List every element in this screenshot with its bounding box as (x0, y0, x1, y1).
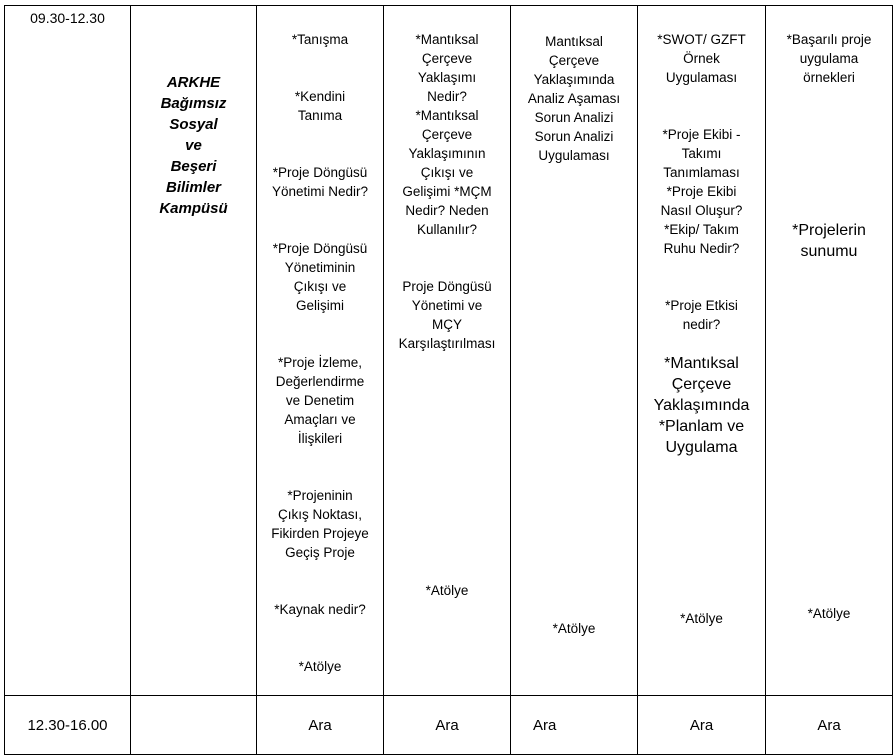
break-label: Ara (689, 716, 714, 734)
day4-block: *Mantıksal Çerçeve Yaklaşımında *Planlam ve Uygulama (653, 355, 750, 456)
day5-block: *Projelerin sunumu (792, 222, 866, 260)
day4-block: *Proje Etkisi nedir? (665, 298, 738, 332)
break-cell (511, 696, 638, 755)
day5-block: *Başarılı proje uygulama örnekleri (786, 32, 872, 85)
day2-block: Proje Döngüsü Yönetimi ve MÇY Karşılaştırılması (398, 279, 496, 351)
day5-cell (766, 6, 893, 696)
day1-item: *Proje Döngüsü Yönetimi Nedir? (271, 165, 369, 199)
day4-block: *SWOT/ GZFT Örnek Uygulaması (657, 32, 746, 85)
day4-atolye: *Atölye (680, 611, 723, 626)
break-cell (638, 696, 766, 755)
time-cell (5, 6, 131, 696)
day1-atolye: *Atölye (298, 659, 342, 674)
day5-atolye: *Atölye (807, 606, 851, 621)
day3-cell (511, 6, 638, 696)
day2-atolye: *Atölye (425, 583, 469, 598)
day2-block: *Mantıksal Çerçeve Yaklaşımı Nedir? *Mantıksal Çerçeve Yaklaşımının Çıkışı ve Gelişimi *MÇM Nedir? Neden Kullanılır? (402, 32, 492, 237)
day2-cell (384, 6, 511, 696)
day3-block: Mantıksal Çerçeve Yaklaşımında Analiz Aşaması Sorun Analizi Sorun Analizi Uygulaması (527, 34, 621, 163)
day2-content (384, 6, 510, 372)
table-row (5, 6, 893, 696)
day1-item: *Tanışma (291, 32, 349, 47)
day5-content (766, 6, 892, 106)
campus-cell (131, 6, 257, 696)
day1-item: *Projeninin Çıkış Noktası, Fikirden Projeye Geçiş Proje (271, 488, 369, 560)
schedule-table (4, 5, 893, 755)
day1-item: *Kaynak nedir? (274, 602, 366, 617)
day3-atolye: *Atölye (552, 621, 596, 636)
campus-cell (131, 696, 257, 755)
break-cell (766, 696, 893, 755)
day1-item: *Proje Döngüsü Yönetiminin Çıkışı ve Gelişimi (272, 241, 368, 313)
day3-content (511, 6, 637, 184)
break-label: Ara (533, 716, 557, 734)
day4-content (638, 6, 765, 477)
day1-content (257, 6, 383, 695)
table-row (5, 696, 893, 755)
break-cell (384, 696, 511, 755)
time-cell (5, 696, 131, 755)
day4-cell (638, 6, 766, 696)
day1-item: *Kendini Tanıma (294, 89, 346, 123)
break-label: Ara (817, 716, 841, 734)
campus-label: ARKHE Bağımsız Sosyal ve Beşeri Bilimler Kampüsü (159, 74, 228, 217)
day1-cell (257, 6, 384, 696)
break-label: Ara (308, 716, 332, 734)
time-label: 09.30-12.30 (30, 10, 105, 26)
day4-block: *Proje Ekibi - Takımı Tanımlaması *Proje Ekibi Nasıl Oluşur? *Ekip/ Takım Ruhu Nedir? (660, 127, 743, 256)
time-label: 12.30-16.00 (27, 716, 108, 734)
day1-item: *Proje İzleme, Değerlendirme ve Denetim Amaçları ve İlişkileri (275, 355, 365, 446)
break-cell (257, 696, 384, 755)
break-label: Ara (435, 716, 459, 734)
